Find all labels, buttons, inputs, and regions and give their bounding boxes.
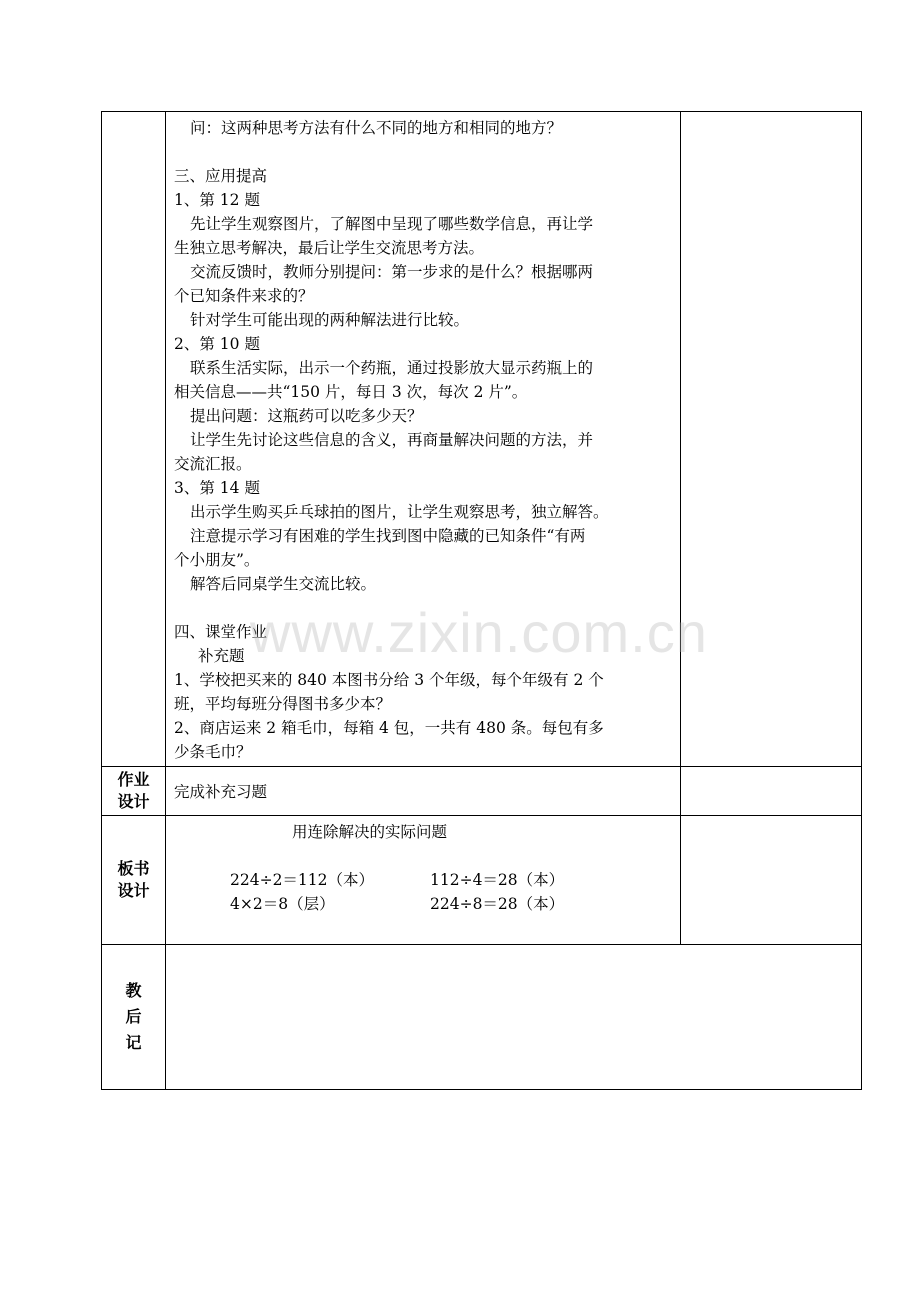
formula: 4×2＝8（层） [230, 895, 335, 913]
reflection-label: 教 后 记 [102, 945, 166, 1090]
text-line: 个已知条件来求的？ [174, 287, 314, 305]
item-heading: 3、第 14 题 [174, 479, 260, 497]
watermark: www.zixin.com.cn [250, 601, 708, 664]
homework-label: 作业 设计 [102, 767, 166, 816]
text-line: 相关信息——共“150 片，每日 3 次，每次 2 片”。 [174, 383, 528, 401]
text-line: 解答后同桌学生交流比较。 [190, 575, 377, 593]
section-heading: 三、应用提高 [174, 167, 268, 185]
blank-line [174, 140, 674, 164]
blank-line [174, 596, 674, 620]
text-line: 注意提示学习有困难的学生找到图中隐藏的已知条件“有两 [190, 527, 586, 545]
text-line: 提出问题：这瓶药可以吃多少天？ [190, 407, 423, 425]
board-cell [166, 816, 681, 945]
board-formula-row-1 [174, 868, 674, 892]
board-label: 板书 设计 [102, 816, 166, 945]
formula: 224÷8＝28（本） [430, 895, 565, 913]
text-line: 先让学生观察图片，了解图中呈现了哪些数学信息，再让学 [190, 215, 594, 233]
board-formula-row-2 [174, 892, 674, 916]
reflection-cell [166, 945, 862, 1090]
text-line: 交流汇报。 [174, 455, 252, 473]
text-line: 针对学生可能出现的两种解法进行比较。 [190, 311, 470, 329]
section-heading: 四、课堂作业 [174, 623, 268, 641]
formula: 224÷2＝112（本） [230, 871, 375, 889]
homework-row [102, 767, 862, 816]
text-line: 1、学校把买来的 840 本图书分给 3 个年级，每个年级有 2 个 [174, 671, 604, 689]
text-line: 问：这两种思考方法有什么不同的地方和相同的地方？ [190, 119, 563, 137]
text-line: 出示学生购买乒乓球拍的图片，让学生观察思考，独立解答。 [190, 503, 609, 521]
text-line: 交流反馈时，教师分别提问：第一步求的是什么？根据哪两 [190, 263, 594, 281]
text-line: 班，平均每班分得图书多少本？ [174, 695, 392, 713]
content-label-cell [102, 112, 166, 767]
blank-line [174, 844, 674, 868]
lesson-plan-table [101, 111, 862, 1090]
board-notes-cell [681, 816, 862, 945]
content-row [102, 112, 862, 767]
content-cell [166, 112, 681, 767]
item-heading: 1、第 12 题 [174, 191, 260, 209]
board-title: 用连除解决的实际问题 [292, 823, 448, 841]
formula: 112÷4＝28（本） [430, 871, 565, 889]
text-line: 联系生活实际，出示一个药瓶，通过投影放大显示药瓶上的 [190, 359, 594, 377]
reflection-row [102, 945, 862, 1090]
homework-cell [166, 767, 681, 816]
board-row [102, 816, 862, 945]
text-line: 2、商店运来 2 箱毛巾，每箱 4 包，一共有 480 条。每包有多 [174, 719, 604, 737]
text-line: 让学生先讨论这些信息的含义，再商量解决问题的方法，并 [190, 431, 594, 449]
content-notes-cell [681, 112, 862, 767]
text-line: 补充题 [198, 647, 245, 665]
text-line: 少条毛巾？ [174, 743, 252, 761]
homework-notes-cell [681, 767, 862, 816]
text-line: 个小朋友”。 [174, 551, 260, 569]
homework-text: 完成补充习题 [174, 783, 268, 801]
item-heading: 2、第 10 题 [174, 335, 260, 353]
text-line: 生独立思考解决，最后让学生交流思考方法。 [174, 239, 485, 257]
